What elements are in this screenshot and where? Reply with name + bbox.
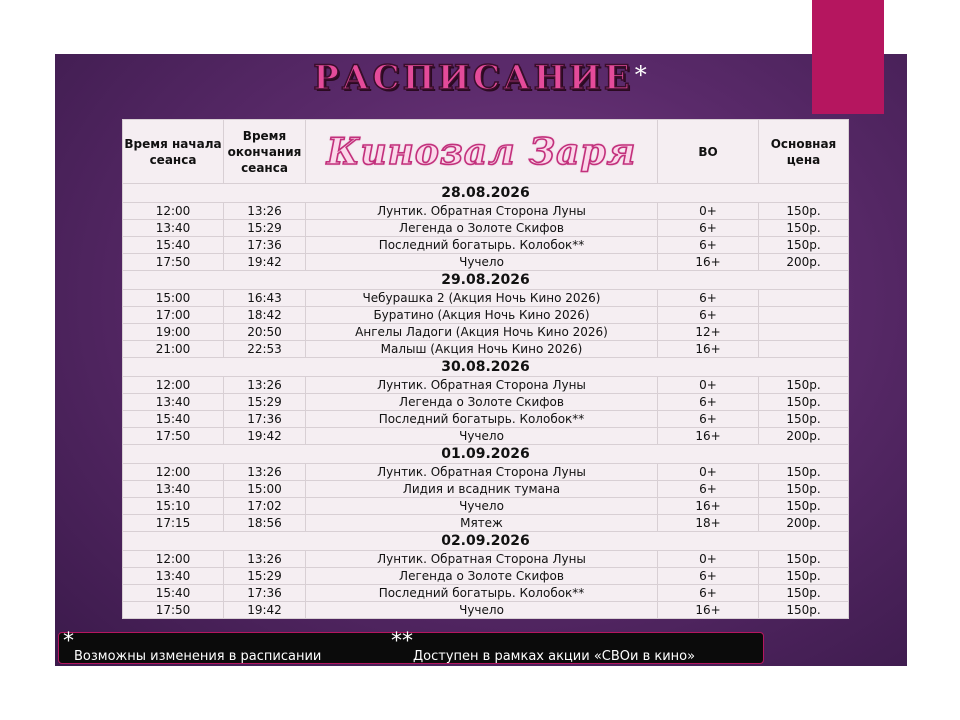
price-cell: 150р. xyxy=(759,602,849,619)
age-rating-cell: 16+ xyxy=(658,428,759,445)
table-row xyxy=(123,585,849,602)
start-time-cell: 13:40 xyxy=(123,220,224,237)
end-time-cell: 13:26 xyxy=(224,464,306,481)
table-row xyxy=(123,464,849,481)
table-row xyxy=(123,498,849,515)
start-time-cell: 13:40 xyxy=(123,394,224,411)
start-time-cell: 12:00 xyxy=(123,377,224,394)
age-rating-cell: 6+ xyxy=(658,290,759,307)
age-rating-cell: 0+ xyxy=(658,464,759,481)
end-time-cell: 15:00 xyxy=(224,481,306,498)
table-row xyxy=(123,324,849,341)
start-time-cell: 15:10 xyxy=(123,498,224,515)
movie-title-cell: Лидия и всадник тумана xyxy=(306,481,658,498)
age-rating-cell: 16+ xyxy=(658,602,759,619)
end-time-cell: 18:56 xyxy=(224,515,306,532)
movie-title-cell: Легенда о Золоте Скифов xyxy=(306,220,658,237)
age-rating-cell: 18+ xyxy=(658,515,759,532)
movie-title-cell: Последний богатырь. Колобок** xyxy=(306,411,658,428)
movie-title-cell: Лунтик. Обратная Сторона Луны xyxy=(306,203,658,220)
table-row xyxy=(123,481,849,498)
table-row xyxy=(123,254,849,271)
start-time-cell: 19:00 xyxy=(123,324,224,341)
movie-title-cell: Легенда о Золоте Скифов xyxy=(306,394,658,411)
start-time-cell: 15:40 xyxy=(123,411,224,428)
table-row xyxy=(123,377,849,394)
start-time-cell: 21:00 xyxy=(123,341,224,358)
start-time-cell: 17:50 xyxy=(123,254,224,271)
age-rating-cell: 12+ xyxy=(658,324,759,341)
table-row xyxy=(123,602,849,619)
movie-title-cell: Чебурашка 2 (Акция Ночь Кино 2026) xyxy=(306,290,658,307)
age-rating-cell: 6+ xyxy=(658,237,759,254)
age-rating-cell: 0+ xyxy=(658,551,759,568)
price-cell: 150р. xyxy=(759,237,849,254)
date-cell: 30.08.2026 xyxy=(123,358,849,377)
date-row xyxy=(123,184,849,203)
end-time-cell: 19:42 xyxy=(224,602,306,619)
cinema-logo: Кинозал Заря xyxy=(306,120,658,184)
movie-title-cell: Чучело xyxy=(306,254,658,271)
end-time-cell: 22:53 xyxy=(224,341,306,358)
movie-title-cell: Последний богатырь. Колобок** xyxy=(306,585,658,602)
page-title xyxy=(0,58,960,98)
movie-title-cell: Чучело xyxy=(306,428,658,445)
end-time-cell: 16:43 xyxy=(224,290,306,307)
table-row xyxy=(123,307,849,324)
date-cell: 28.08.2026 xyxy=(123,184,849,203)
price-cell: 200р. xyxy=(759,515,849,532)
footnote-promo xyxy=(391,629,696,664)
table-row xyxy=(123,551,849,568)
movie-title-cell: Легенда о Золоте Скифов xyxy=(306,568,658,585)
start-time-cell: 12:00 xyxy=(123,551,224,568)
age-rating-cell: 6+ xyxy=(658,481,759,498)
price-cell: 150р. xyxy=(759,411,849,428)
title-text: РАСПИСАНИЕ xyxy=(313,58,633,98)
end-time-cell: 19:42 xyxy=(224,254,306,271)
start-time-cell: 12:00 xyxy=(123,203,224,220)
price-cell: 150р. xyxy=(759,481,849,498)
price-cell: 150р. xyxy=(759,464,849,481)
header-row xyxy=(123,120,849,184)
table-row xyxy=(123,411,849,428)
price-cell xyxy=(759,341,849,358)
start-time-cell: 17:50 xyxy=(123,602,224,619)
end-time-cell: 17:02 xyxy=(224,498,306,515)
price-cell: 150р. xyxy=(759,394,849,411)
start-time-cell: 17:15 xyxy=(123,515,224,532)
end-time-cell: 18:42 xyxy=(224,307,306,324)
table-row xyxy=(123,290,849,307)
movie-title-cell: Буратино (Акция Ночь Кино 2026) xyxy=(306,307,658,324)
footnote-changes-text: Возможны изменения в расписании xyxy=(74,649,322,664)
price-cell: 200р. xyxy=(759,254,849,271)
movie-title-cell: Последний богатырь. Колобок** xyxy=(306,237,658,254)
header-price: Основная цена xyxy=(759,120,849,184)
age-rating-cell: 6+ xyxy=(658,411,759,428)
age-rating-cell: 6+ xyxy=(658,568,759,585)
table-row xyxy=(123,428,849,445)
movie-title-cell: Чучело xyxy=(306,498,658,515)
movie-title-cell: Ангелы Ладоги (Акция Ночь Кино 2026) xyxy=(306,324,658,341)
price-cell: 150р. xyxy=(759,498,849,515)
end-time-cell: 13:26 xyxy=(224,203,306,220)
date-row xyxy=(123,358,849,377)
date-cell: 29.08.2026 xyxy=(123,271,849,290)
price-cell xyxy=(759,324,849,341)
movie-title-cell: Лунтик. Обратная Сторона Луны xyxy=(306,551,658,568)
schedule-table xyxy=(122,119,849,619)
start-time-cell: 12:00 xyxy=(123,464,224,481)
date-row xyxy=(123,445,849,464)
footnote-banner xyxy=(58,629,764,664)
age-rating-cell: 0+ xyxy=(658,203,759,220)
movie-title-cell: Лунтик. Обратная Сторона Луны xyxy=(306,464,658,481)
end-time-cell: 13:26 xyxy=(224,551,306,568)
start-time-cell: 15:40 xyxy=(123,237,224,254)
age-rating-cell: 16+ xyxy=(658,254,759,271)
age-rating-cell: 6+ xyxy=(658,307,759,324)
table-row xyxy=(123,220,849,237)
end-time-cell: 17:36 xyxy=(224,411,306,428)
table-row xyxy=(123,203,849,220)
date-cell: 02.09.2026 xyxy=(123,532,849,551)
end-time-cell: 13:26 xyxy=(224,377,306,394)
start-time-cell: 15:00 xyxy=(123,290,224,307)
movie-title-cell: Мятеж xyxy=(306,515,658,532)
end-time-cell: 17:36 xyxy=(224,585,306,602)
end-time-cell: 19:42 xyxy=(224,428,306,445)
date-cell: 01.09.2026 xyxy=(123,445,849,464)
age-rating-cell: 6+ xyxy=(658,585,759,602)
table-row xyxy=(123,568,849,585)
table-row xyxy=(123,341,849,358)
start-time-cell: 13:40 xyxy=(123,481,224,498)
end-time-cell: 20:50 xyxy=(224,324,306,341)
end-time-cell: 15:29 xyxy=(224,394,306,411)
price-cell: 150р. xyxy=(759,568,849,585)
date-row xyxy=(123,271,849,290)
start-time-cell: 13:40 xyxy=(123,568,224,585)
age-rating-cell: 16+ xyxy=(658,341,759,358)
table-row xyxy=(123,515,849,532)
end-time-cell: 15:29 xyxy=(224,220,306,237)
start-time-cell: 15:40 xyxy=(123,585,224,602)
title-asterisk: * xyxy=(634,60,647,89)
price-cell: 150р. xyxy=(759,377,849,394)
header-start-time: Время начала сеанса xyxy=(123,120,224,184)
start-time-cell: 17:00 xyxy=(123,307,224,324)
footnote-double-star: ** xyxy=(391,629,413,654)
price-cell: 150р. xyxy=(759,220,849,237)
header-end-time: Время окончания сеанса xyxy=(224,120,306,184)
age-rating-cell: 0+ xyxy=(658,377,759,394)
end-time-cell: 17:36 xyxy=(224,237,306,254)
movie-title-cell: Малыш (Акция Ночь Кино 2026) xyxy=(306,341,658,358)
header-age-rating: ВО xyxy=(658,120,759,184)
price-cell: 150р. xyxy=(759,551,849,568)
price-cell xyxy=(759,307,849,324)
end-time-cell: 15:29 xyxy=(224,568,306,585)
table-row xyxy=(123,394,849,411)
footnote-star: * xyxy=(63,629,74,654)
age-rating-cell: 6+ xyxy=(658,394,759,411)
footnote-changes xyxy=(63,629,322,664)
price-cell: 150р. xyxy=(759,203,849,220)
footnote-promo-text: Доступен в рамках акции «СВОи в кино» xyxy=(413,649,696,664)
table-row xyxy=(123,237,849,254)
price-cell: 200р. xyxy=(759,428,849,445)
movie-title-cell: Чучело xyxy=(306,602,658,619)
age-rating-cell: 6+ xyxy=(658,220,759,237)
age-rating-cell: 16+ xyxy=(658,498,759,515)
price-cell: 150р. xyxy=(759,585,849,602)
price-cell xyxy=(759,290,849,307)
start-time-cell: 17:50 xyxy=(123,428,224,445)
movie-title-cell: Лунтик. Обратная Сторона Луны xyxy=(306,377,658,394)
date-row xyxy=(123,532,849,551)
